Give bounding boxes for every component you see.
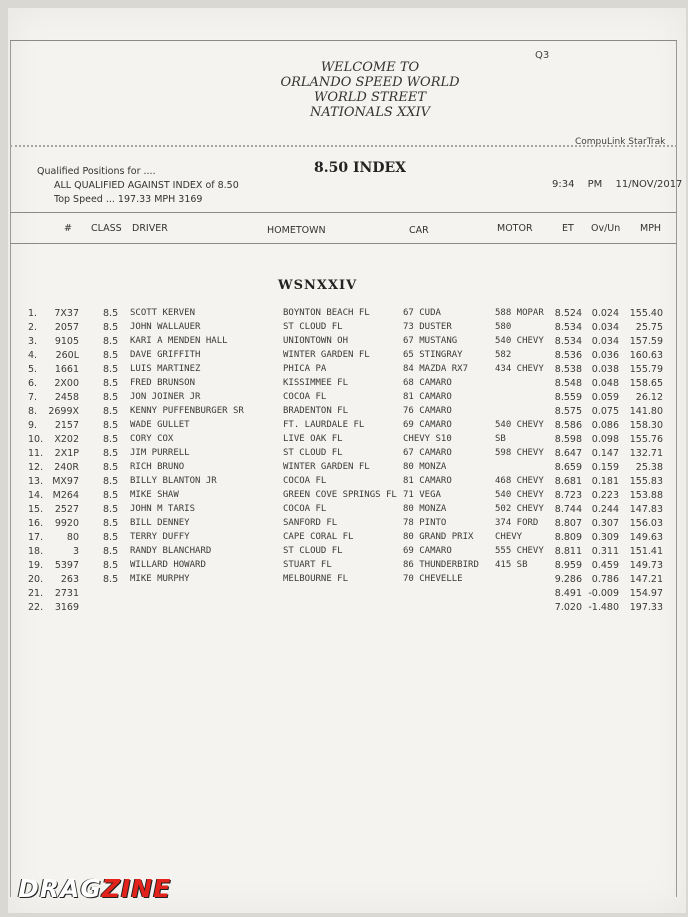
table-row bbox=[0, 420, 688, 434]
cell-mph: 155.76 bbox=[629, 434, 663, 445]
table-row bbox=[0, 336, 688, 350]
cell-driver: RICH BRUNO bbox=[130, 462, 185, 472]
cell-num: 1661 bbox=[54, 364, 79, 375]
cell-ovun: -0.009 bbox=[588, 588, 619, 599]
cell-num: 5397 bbox=[54, 560, 79, 571]
cell-ovun: 0.159 bbox=[591, 462, 619, 473]
qualified-for-text: Qualified Positions for .... bbox=[37, 166, 156, 177]
cell-hometown: WINTER GARDEN FL bbox=[283, 350, 370, 360]
system-label: CompuLink StarTrak bbox=[575, 137, 666, 147]
cell-car: 67 CAMARO bbox=[403, 448, 452, 458]
cell-car: 69 CAMARO bbox=[403, 546, 452, 556]
table-row bbox=[0, 448, 688, 462]
cell-num: 9920 bbox=[54, 518, 79, 529]
cell-motor: 540 CHEVY bbox=[495, 420, 544, 430]
cell-ovun: 0.075 bbox=[591, 406, 619, 417]
cell-et: 8.598 bbox=[554, 434, 582, 445]
cell-mph: 25.38 bbox=[635, 462, 663, 473]
cell-pos: 2. bbox=[28, 322, 38, 333]
cell-et: 8.559 bbox=[554, 392, 582, 403]
cell-cls: 8.5 bbox=[103, 392, 119, 403]
cell-cls: 8.5 bbox=[103, 574, 119, 585]
cell-mph: 155.79 bbox=[629, 364, 663, 375]
cell-et: 9.286 bbox=[554, 574, 582, 585]
cell-num: 2458 bbox=[54, 392, 79, 403]
cell-cls: 8.5 bbox=[103, 406, 119, 417]
cell-driver: WADE GULLET bbox=[130, 420, 190, 430]
cell-cls: 8.5 bbox=[103, 518, 119, 529]
cell-ovun: 0.311 bbox=[591, 546, 619, 557]
event-title: WSNXXIV bbox=[278, 278, 358, 293]
cell-et: 8.534 bbox=[554, 336, 582, 347]
cell-car: 69 CAMARO bbox=[403, 420, 452, 430]
cell-cls: 8.5 bbox=[103, 462, 119, 473]
cell-et: 8.536 bbox=[554, 350, 582, 361]
cell-mph: 155.40 bbox=[629, 308, 663, 319]
cell-ovun: 0.147 bbox=[591, 448, 619, 459]
cell-et: 8.538 bbox=[554, 364, 582, 375]
cell-motor: 555 CHEVY bbox=[495, 546, 544, 556]
cell-ovun: 0.223 bbox=[591, 490, 619, 501]
cell-car: 76 CAMARO bbox=[403, 406, 452, 416]
cell-et: 8.491 bbox=[554, 588, 582, 599]
cell-cls: 8.5 bbox=[103, 378, 119, 389]
col-num: # bbox=[64, 223, 72, 234]
cell-cls: 8.5 bbox=[103, 420, 119, 431]
table-row bbox=[0, 308, 688, 322]
cell-ovun: 0.307 bbox=[591, 518, 619, 529]
cell-ovun: 0.098 bbox=[591, 434, 619, 445]
cell-mph: 158.30 bbox=[629, 420, 663, 431]
cell-driver: RANDY BLANCHARD bbox=[130, 546, 212, 556]
cell-car: 80 GRAND PRIX bbox=[403, 532, 474, 542]
cell-cls: 8.5 bbox=[103, 322, 119, 333]
cell-car: 80 MONZA bbox=[403, 462, 447, 472]
cell-car: 67 MUSTANG bbox=[403, 336, 458, 346]
cell-ovun: 0.034 bbox=[591, 336, 619, 347]
header-rule-bottom bbox=[10, 243, 677, 244]
cell-car: 78 PINTO bbox=[403, 518, 447, 528]
cell-num: 263 bbox=[60, 574, 79, 585]
cell-cls: 8.5 bbox=[103, 560, 119, 571]
cell-ovun: 0.309 bbox=[591, 532, 619, 543]
col-hometown: HOMETOWN bbox=[267, 225, 326, 236]
cell-ovun: 0.036 bbox=[591, 350, 619, 361]
q-code: Q3 bbox=[535, 50, 550, 61]
cell-num: 3169 bbox=[54, 602, 79, 613]
cell-pos: 5. bbox=[28, 364, 38, 375]
dragzine-logo bbox=[18, 874, 171, 903]
cell-driver: JON JOINER JR bbox=[130, 392, 201, 402]
cell-motor: 468 CHEVY bbox=[495, 476, 544, 486]
timestamp bbox=[552, 179, 682, 190]
cell-cls: 8.5 bbox=[103, 546, 119, 557]
cell-car: 80 MONZA bbox=[403, 504, 447, 514]
cell-mph: 147.21 bbox=[629, 574, 663, 585]
table-row bbox=[0, 518, 688, 532]
cell-hometown: GREEN COVE SPRINGS FL bbox=[283, 490, 397, 500]
cell-pos: 4. bbox=[28, 350, 38, 361]
cell-mph: 154.97 bbox=[629, 588, 663, 599]
cell-hometown: COCOA FL bbox=[283, 476, 327, 486]
cell-hometown: LIVE OAK FL bbox=[283, 434, 343, 444]
table-row bbox=[0, 490, 688, 504]
cell-driver: MIKE MURPHY bbox=[130, 574, 190, 584]
cell-et: 8.647 bbox=[554, 448, 582, 459]
cell-hometown: CAPE CORAL FL bbox=[283, 532, 354, 542]
cell-pos: 16. bbox=[28, 518, 44, 529]
table-row bbox=[0, 560, 688, 574]
cell-pos: 8. bbox=[28, 406, 38, 417]
col-mph: MPH bbox=[640, 223, 662, 234]
cell-car: CHEVY S10 bbox=[403, 434, 452, 444]
cell-driver: BILLY BLANTON JR bbox=[130, 476, 217, 486]
cell-car: 73 DUSTER bbox=[403, 322, 452, 332]
cell-driver: KENNY PUFFENBURGER SR bbox=[130, 406, 244, 416]
time-text: 9:34 PM bbox=[552, 179, 603, 190]
cell-ovun: 0.059 bbox=[591, 392, 619, 403]
cell-hometown: MELBOURNE FL bbox=[283, 574, 349, 584]
col-ovun: Ov/Un bbox=[591, 223, 621, 234]
cell-car: 86 THUNDERBIRD bbox=[403, 560, 479, 570]
cell-driver: LUIS MARTINEZ bbox=[130, 364, 201, 374]
cell-ovun: 0.038 bbox=[591, 364, 619, 375]
cell-cls: 8.5 bbox=[103, 490, 119, 501]
cell-driver: DAVE GRIFFITH bbox=[130, 350, 201, 360]
table-row bbox=[0, 406, 688, 420]
table-row bbox=[0, 532, 688, 546]
cell-hometown: ST CLOUD FL bbox=[283, 322, 343, 332]
cell-cls: 8.5 bbox=[103, 308, 119, 319]
table-row bbox=[0, 462, 688, 476]
table-row bbox=[0, 588, 688, 602]
cell-num: 9105 bbox=[54, 336, 79, 347]
cell-et: 7.020 bbox=[554, 602, 582, 613]
cell-mph: 156.03 bbox=[629, 518, 663, 529]
cell-car: 81 CAMARO bbox=[403, 392, 452, 402]
table-row bbox=[0, 504, 688, 518]
cell-et: 8.681 bbox=[554, 476, 582, 487]
cell-num: 2057 bbox=[54, 322, 79, 333]
date-text: 11/NOV/2017 bbox=[615, 179, 683, 190]
cell-ovun: -1.480 bbox=[588, 602, 619, 613]
col-class: CLASS bbox=[91, 223, 122, 234]
table-row bbox=[0, 574, 688, 588]
cell-driver: JIM PURRELL bbox=[130, 448, 190, 458]
cell-et: 8.811 bbox=[554, 546, 582, 557]
table-row bbox=[0, 350, 688, 364]
cell-driver: MIKE SHAW bbox=[130, 490, 179, 500]
welcome-line: WORLD STREET bbox=[313, 90, 426, 105]
cell-mph: 197.33 bbox=[629, 602, 663, 613]
cell-motor: 540 CHEVY bbox=[495, 490, 544, 500]
cell-mph: 132.71 bbox=[629, 448, 663, 459]
cell-driver: BILL DENNEY bbox=[130, 518, 190, 528]
cell-pos: 18. bbox=[28, 546, 44, 557]
col-car: CAR bbox=[409, 225, 429, 236]
cell-motor: SB bbox=[495, 434, 506, 444]
welcome-line: ORLANDO SPEED WORLD bbox=[280, 75, 460, 90]
cell-motor: 588 MOPAR bbox=[495, 308, 544, 318]
top-rule bbox=[10, 40, 677, 41]
cell-motor: 502 CHEVY bbox=[495, 504, 544, 514]
cell-num: MX97 bbox=[52, 476, 79, 487]
cell-pos: 15. bbox=[28, 504, 44, 515]
cell-mph: 149.63 bbox=[629, 532, 663, 543]
table-row bbox=[0, 378, 688, 392]
cell-num: 2X00 bbox=[54, 378, 79, 389]
cell-et: 8.548 bbox=[554, 378, 582, 389]
cell-pos: 20. bbox=[28, 574, 44, 585]
cell-mph: 157.59 bbox=[629, 336, 663, 347]
cell-num: X202 bbox=[54, 434, 79, 445]
cell-hometown: BRADENTON FL bbox=[283, 406, 349, 416]
cell-hometown: ST CLOUD FL bbox=[283, 546, 343, 556]
cell-motor: 434 CHEVY bbox=[495, 364, 544, 374]
cell-et: 8.575 bbox=[554, 406, 582, 417]
cell-mph: 158.65 bbox=[629, 378, 663, 389]
cell-hometown: KISSIMMEE FL bbox=[283, 378, 349, 388]
cell-num: M264 bbox=[52, 490, 79, 501]
cell-pos: 19. bbox=[28, 560, 44, 571]
cell-mph: 149.73 bbox=[629, 560, 663, 571]
cell-hometown: COCOA FL bbox=[283, 504, 327, 514]
cell-car: 70 CHEVELLE bbox=[403, 574, 463, 584]
cell-cls: 8.5 bbox=[103, 336, 119, 347]
cell-et: 8.807 bbox=[554, 518, 582, 529]
cell-motor: 374 FORD bbox=[495, 518, 539, 528]
cell-num: 260L bbox=[55, 350, 79, 361]
cell-num: 240R bbox=[54, 462, 79, 473]
welcome-line: WELCOME TO bbox=[320, 60, 420, 75]
cell-mph: 25.75 bbox=[635, 322, 663, 333]
cell-driver: TERRY DUFFY bbox=[130, 532, 190, 542]
cell-pos: 10. bbox=[28, 434, 44, 445]
cell-mph: 26.12 bbox=[635, 392, 663, 403]
cell-cls: 8.5 bbox=[103, 350, 119, 361]
cell-et: 8.809 bbox=[554, 532, 582, 543]
cell-driver: FRED BRUNSON bbox=[130, 378, 196, 388]
cell-num: 7X37 bbox=[54, 308, 79, 319]
cell-cls: 8.5 bbox=[103, 504, 119, 515]
cell-hometown: STUART FL bbox=[283, 560, 332, 570]
cell-pos: 21. bbox=[28, 588, 44, 599]
cell-pos: 9. bbox=[28, 420, 38, 431]
cell-car: 81 CAMARO bbox=[403, 476, 452, 486]
cell-motor: 598 CHEVY bbox=[495, 448, 544, 458]
cell-mph: 151.41 bbox=[629, 546, 663, 557]
cell-motor: 580 bbox=[495, 322, 512, 332]
table-row bbox=[0, 546, 688, 560]
table-row bbox=[0, 602, 688, 616]
cell-ovun: 0.024 bbox=[591, 308, 619, 319]
cell-num: 2157 bbox=[54, 420, 79, 431]
cell-num: 2731 bbox=[54, 588, 79, 599]
cell-cls: 8.5 bbox=[103, 476, 119, 487]
cell-mph: 141.80 bbox=[629, 406, 663, 417]
cell-ovun: 0.034 bbox=[591, 322, 619, 333]
table-row bbox=[0, 434, 688, 448]
cell-driver: CORY COX bbox=[130, 434, 174, 444]
cell-et: 8.524 bbox=[554, 308, 582, 319]
cell-pos: 1. bbox=[28, 308, 38, 319]
table-row bbox=[0, 364, 688, 378]
cell-num: 80 bbox=[66, 532, 79, 543]
cell-mph: 153.88 bbox=[629, 490, 663, 501]
cell-et: 8.659 bbox=[554, 462, 582, 473]
cell-hometown: SANFORD FL bbox=[283, 518, 338, 528]
cell-hometown: ST CLOUD FL bbox=[283, 448, 343, 458]
cell-car: 68 CAMARO bbox=[403, 378, 452, 388]
cell-hometown: FT. LAURDALE FL bbox=[283, 420, 365, 430]
cell-pos: 3. bbox=[28, 336, 38, 347]
cell-driver: JOHN M TARIS bbox=[130, 504, 196, 514]
cell-et: 8.959 bbox=[554, 560, 582, 571]
cell-cls: 8.5 bbox=[103, 364, 119, 375]
cell-mph: 155.83 bbox=[629, 476, 663, 487]
cell-ovun: 0.786 bbox=[591, 574, 619, 585]
cell-pos: 6. bbox=[28, 378, 38, 389]
col-driver: DRIVER bbox=[132, 223, 168, 234]
cell-hometown: PHICA PA bbox=[283, 364, 327, 374]
cell-pos: 12. bbox=[28, 462, 44, 473]
logo-part2: ZINE bbox=[101, 874, 172, 903]
col-motor: MOTOR bbox=[497, 223, 533, 234]
cell-pos: 17. bbox=[28, 532, 44, 543]
cell-et: 8.534 bbox=[554, 322, 582, 333]
logo-part1: DRAG bbox=[18, 874, 102, 903]
cell-driver: SCOTT KERVEN bbox=[130, 308, 196, 318]
table-row bbox=[0, 392, 688, 406]
cell-driver: JOHN WALLAUER bbox=[130, 322, 201, 332]
cell-pos: 11. bbox=[28, 448, 44, 459]
cell-mph: 147.83 bbox=[629, 504, 663, 515]
cell-pos: 13. bbox=[28, 476, 44, 487]
cell-ovun: 0.048 bbox=[591, 378, 619, 389]
cell-motor: 582 bbox=[495, 350, 512, 360]
cell-ovun: 0.459 bbox=[591, 560, 619, 571]
cell-num: 2699X bbox=[48, 406, 79, 417]
cell-motor: 415 SB bbox=[495, 560, 528, 570]
cell-cls: 8.5 bbox=[103, 532, 119, 543]
cell-et: 8.744 bbox=[554, 504, 582, 515]
cell-num: 3 bbox=[72, 546, 79, 557]
cell-mph: 160.63 bbox=[629, 350, 663, 361]
cell-car: 67 CUDA bbox=[403, 308, 441, 318]
cell-ovun: 0.181 bbox=[591, 476, 619, 487]
table-row bbox=[0, 322, 688, 336]
cell-et: 8.723 bbox=[554, 490, 582, 501]
cell-pos: 22. bbox=[28, 602, 44, 613]
cell-car: 71 VEGA bbox=[403, 490, 441, 500]
cell-num: 2X1P bbox=[54, 448, 79, 459]
cell-hometown: COCOA FL bbox=[283, 392, 327, 402]
col-et: ET bbox=[562, 223, 574, 234]
cell-et: 8.586 bbox=[554, 420, 582, 431]
cell-ovun: 0.244 bbox=[591, 504, 619, 515]
cell-cls: 8.5 bbox=[103, 448, 119, 459]
cell-driver: WILLARD HOWARD bbox=[130, 560, 206, 570]
welcome-line: NATIONALS XXIV bbox=[310, 105, 430, 120]
welcome-block bbox=[270, 60, 470, 120]
cell-ovun: 0.086 bbox=[591, 420, 619, 431]
cell-pos: 7. bbox=[28, 392, 38, 403]
cell-hometown: BOYNTON BEACH FL bbox=[283, 308, 370, 318]
cell-hometown: WINTER GARDEN FL bbox=[283, 462, 370, 472]
cell-hometown: UNIONTOWN OH bbox=[283, 336, 349, 346]
cell-num: 2527 bbox=[54, 504, 79, 515]
cell-pos: 14. bbox=[28, 490, 44, 501]
cell-cls: 8.5 bbox=[103, 434, 119, 445]
qualified-against-text: ALL QUALIFIED AGAINST INDEX of 8.50 bbox=[54, 180, 239, 191]
cell-motor: CHEVY bbox=[495, 532, 523, 542]
table-row bbox=[0, 476, 688, 490]
top-speed-text: Top Speed ... 197.33 MPH 3169 bbox=[54, 194, 203, 205]
header-rule-top bbox=[10, 212, 677, 213]
index-title: 8.50 INDEX bbox=[314, 160, 406, 176]
cell-car: 65 STINGRAY bbox=[403, 350, 463, 360]
cell-driver: KARI A MENDEN HALL bbox=[130, 336, 228, 346]
cell-car: 84 MAZDA RX7 bbox=[403, 364, 469, 374]
cell-motor: 540 CHEVY bbox=[495, 336, 544, 346]
